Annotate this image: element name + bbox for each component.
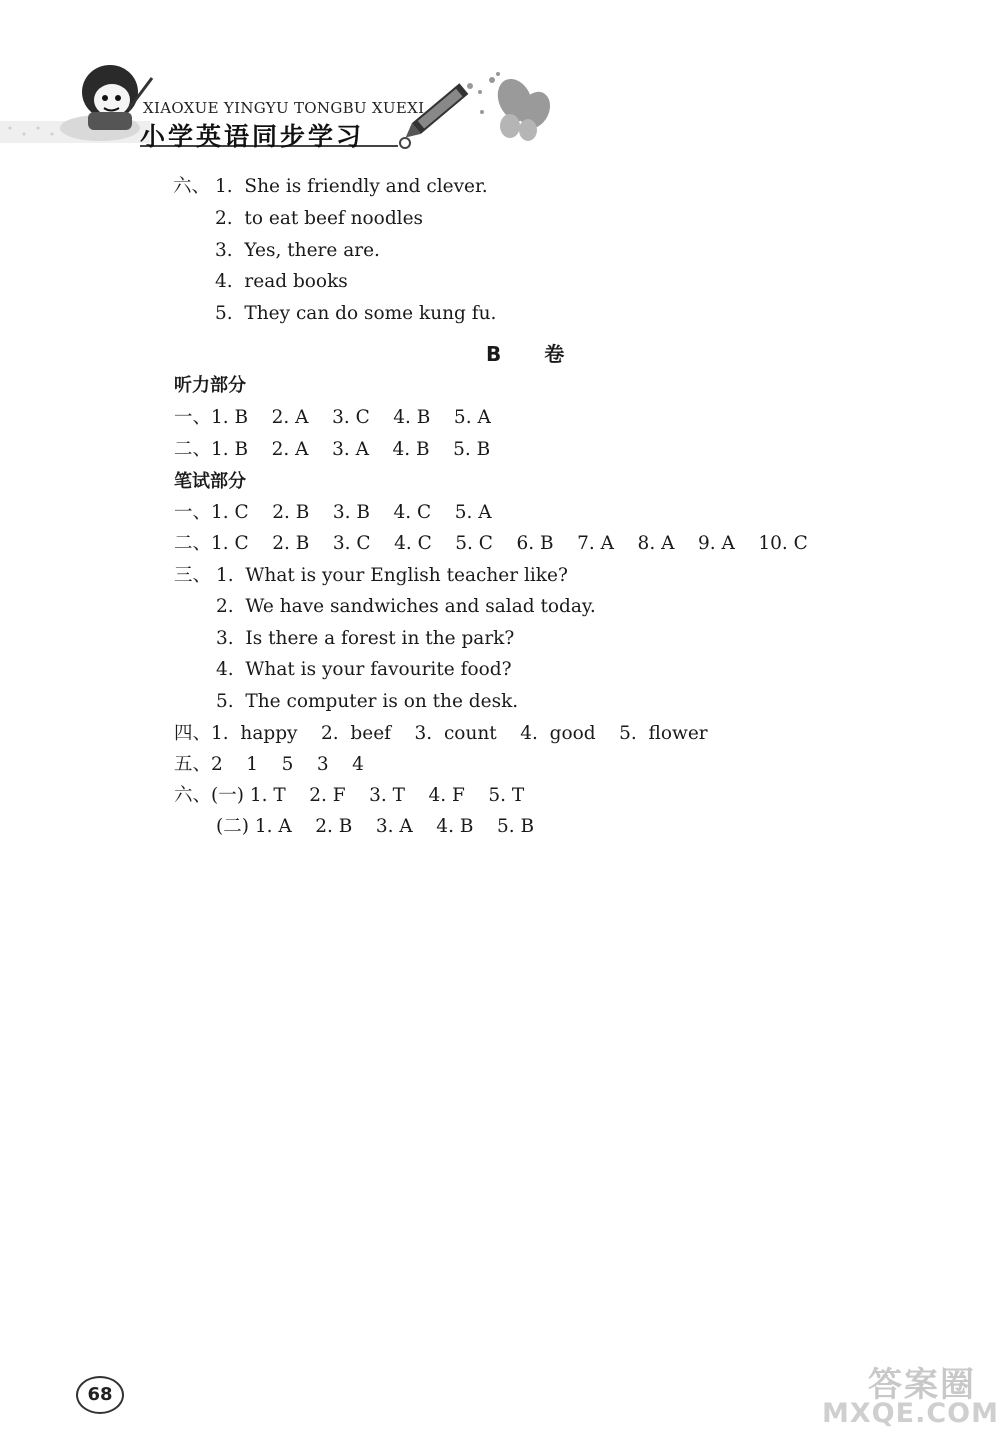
answer-line: 5. They can do some kung fu. xyxy=(215,303,497,324)
answer-line: 5. The computer is on the desk. xyxy=(216,691,519,712)
watermark-logo: 答案圈 xyxy=(868,1365,976,1405)
part-b-title: B 卷 xyxy=(486,342,583,366)
answer-line: 1. She is friendly and clever. xyxy=(215,176,488,197)
answer-line: 2. to eat beef noodles xyxy=(215,208,424,229)
answer-row: 一、1. C 2. B 3. B 4. C 5. A xyxy=(174,502,492,523)
section4-row: 四、1. happy 2. beef 3. count 4. good 5. flower xyxy=(174,723,708,744)
header-title: 小学英语同步学习 xyxy=(140,122,365,151)
answer-line: 4. read books xyxy=(215,271,348,292)
answer-row: 二、1. C 2. B 3. C 4. C 5. C 6. B 7. A 8. A 9. A 10. C xyxy=(174,533,808,554)
section6-row: 六、(一) 1. T 2. F 3. T 4. F 5. T xyxy=(174,785,525,806)
butterfly-icon xyxy=(491,73,556,141)
cartoon-kid-icon xyxy=(60,65,152,141)
answer-line: 4. What is your favourite food? xyxy=(216,659,512,680)
answer-line: 3. Yes, there are. xyxy=(215,240,380,261)
section6-row: (二) 1. A 2. B 3. A 4. B 5. B xyxy=(216,816,535,837)
answer-line: 1. What is your English teacher like? xyxy=(216,565,568,586)
answer-line: 3. Is there a forest in the park? xyxy=(216,628,515,649)
header-pinyin: XIAOXUE YINGYU TONGBU XUEXI xyxy=(143,99,425,117)
listening-heading: 听力部分 xyxy=(174,375,246,396)
answer-row: 二、1. B 2. A 3. A 4. B 5. B xyxy=(174,439,491,460)
answer-line: 2. We have sandwiches and salad today. xyxy=(216,596,596,617)
section3-label: 三、 xyxy=(174,565,212,586)
page-header xyxy=(0,0,1000,165)
section5-row: 五、2 1 5 3 4 xyxy=(174,754,364,775)
page-number: 68 xyxy=(76,1376,124,1414)
section6-label: 六、 xyxy=(173,176,211,197)
writing-heading: 笔试部分 xyxy=(174,471,246,492)
answer-row: 一、1. B 2. A 3. C 4. B 5. A xyxy=(174,407,491,428)
watermark-url: MXQE.COM xyxy=(822,1398,999,1429)
